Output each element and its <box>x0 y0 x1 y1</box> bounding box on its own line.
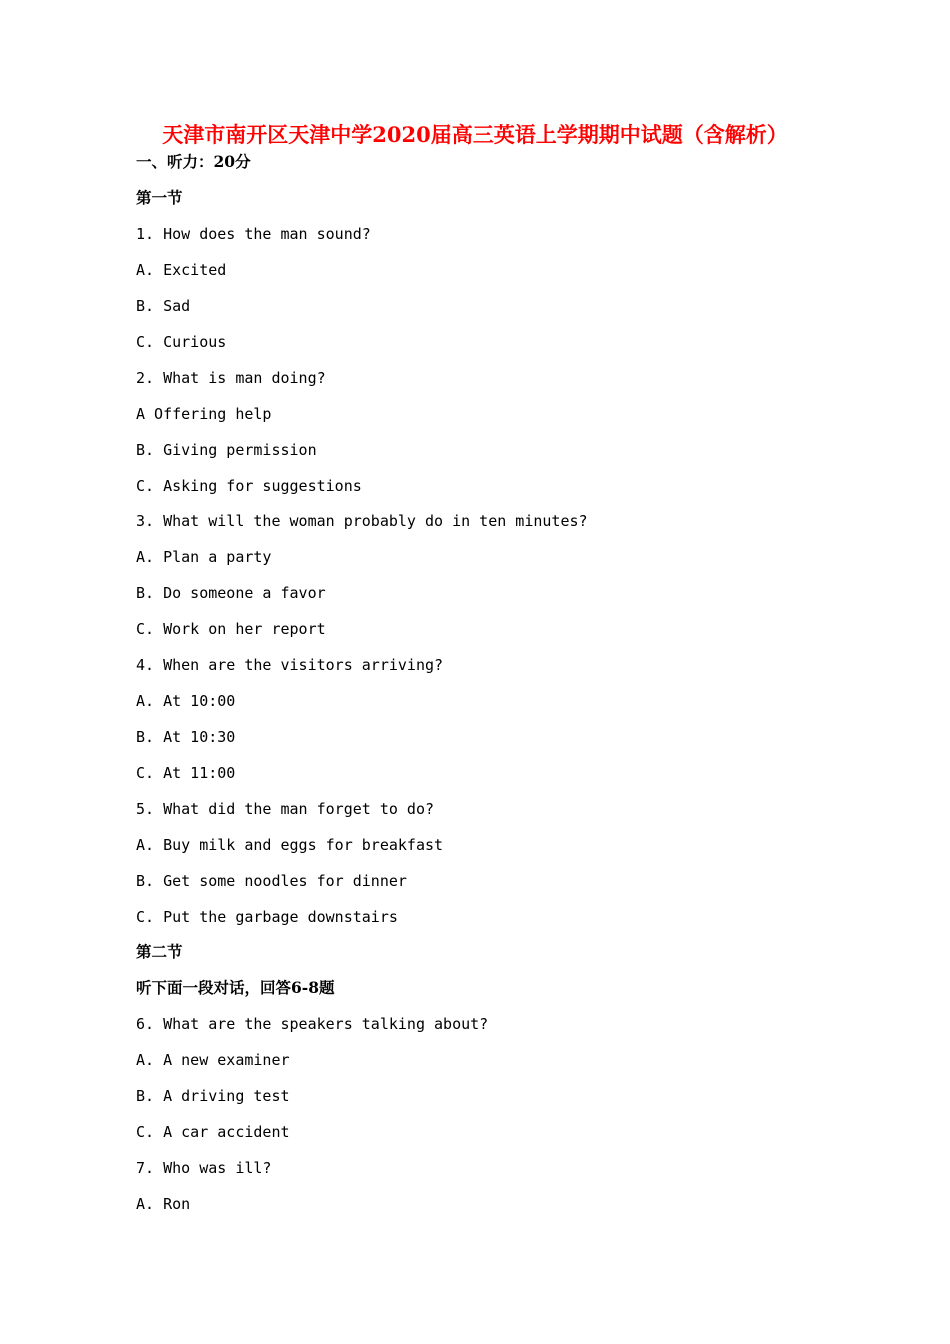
option: A. A new examiner <box>136 1051 290 1069</box>
option: C. At 11:00 <box>136 764 236 782</box>
part2-heading: 第二节 <box>136 942 183 961</box>
question-stem: 5. What did the man forget to do? <box>136 800 435 818</box>
option: B. Giving permission <box>136 441 317 459</box>
option: C. Asking for suggestions <box>136 477 362 495</box>
option: A. Ron <box>136 1195 191 1213</box>
option: B. A driving test <box>136 1087 290 1105</box>
question-stem: 4. When are the visitors arriving? <box>136 656 444 674</box>
option: B. Sad <box>136 297 191 315</box>
option: A. At 10:00 <box>136 692 236 710</box>
question-stem: 6. What are the speakers talking about? <box>136 1015 489 1033</box>
question-stem: 7. Who was ill? <box>136 1159 272 1177</box>
option: A Offering help <box>136 405 272 423</box>
option: B. Do someone a favor <box>136 584 326 602</box>
option: C. Curious <box>136 333 227 351</box>
question-stem: 2. What is man doing? <box>136 369 326 387</box>
document-title: 天津市南开区天津中学2020届高三英语上学期期中试题（含解析） <box>162 122 788 147</box>
option: A. Plan a party <box>136 548 272 566</box>
option: B. At 10:30 <box>136 728 236 746</box>
option: A. Buy milk and eggs for breakfast <box>136 836 444 854</box>
question-stem: 3. What will the woman probably do in ten minutes? <box>136 512 588 530</box>
part2-instruction: 听下面一段对话，回答6-8题 <box>136 978 335 997</box>
option: C. Put the garbage downstairs <box>136 908 398 926</box>
part1-heading: 第一节 <box>136 188 183 207</box>
option: B. Get some noodles for dinner <box>136 872 407 890</box>
option: C. A car accident <box>136 1123 290 1141</box>
question-stem: 1. How does the man sound? <box>136 225 371 243</box>
option: A. Excited <box>136 261 227 279</box>
option: C. Work on her report <box>136 620 326 638</box>
section-heading: 一、听力：20分 <box>136 152 251 171</box>
